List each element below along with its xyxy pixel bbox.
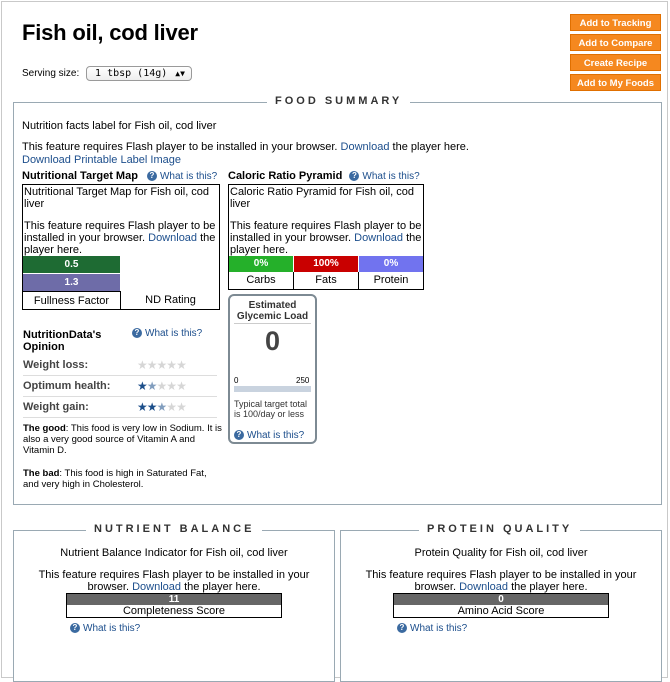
target-map-box (22, 184, 220, 310)
bad-label: The bad (23, 468, 60, 479)
add-to-tracking-button[interactable]: Add to Tracking (570, 14, 661, 31)
what-is-this-label: What is this? (247, 430, 305, 441)
nutrient-balance-desc: Nutrient Balance Indicator for Fish oil, cod liver (60, 547, 288, 559)
pyramid-title: Caloric Ratio Pyramid (228, 170, 343, 182)
serving-size-label: Serving size: (22, 68, 80, 80)
amino-acid-score-label: Amino Acid Score (457, 605, 545, 617)
protein-quality-desc: Protein Quality for Fish oil, cod liver (414, 547, 588, 559)
create-recipe-button[interactable]: Create Recipe (570, 54, 661, 71)
optimum-health-label: Optimum health: (23, 380, 111, 392)
target-map-flash (24, 220, 219, 256)
carbs-label: Carbs (229, 272, 294, 289)
protein-quality-download-link[interactable]: Download (459, 581, 509, 593)
serving-size-select[interactable] (86, 66, 192, 81)
star-icon: ★ (166, 358, 177, 372)
opinion-rows (23, 355, 217, 418)
what-is-this-label: What is this? (362, 171, 420, 182)
pyramid-flash (230, 220, 424, 256)
question-icon: ? (234, 430, 244, 440)
target-map-title: Nutritional Target Map (22, 170, 138, 182)
pyramid-box (228, 184, 424, 290)
nutrient-balance-help-link[interactable] (70, 623, 140, 634)
what-is-this-label: What is this? (145, 328, 203, 339)
nutrient-balance-flash (32, 569, 316, 593)
glycemic-scale-bar (234, 386, 311, 392)
nutrient-balance-flash-suffix: the player here. (181, 581, 261, 593)
star-icon: ★ (146, 400, 157, 414)
serving-size-value: 1 tbsp (14g) (95, 68, 168, 79)
weight-gain-label: Weight gain: (23, 401, 89, 413)
star-icon: ★ (156, 400, 167, 414)
add-to-my-foods-button[interactable]: Add to My Foods (570, 74, 661, 91)
protein-quality-panel (340, 523, 662, 682)
page (1, 1, 668, 678)
nutrient-balance-flash-text: This feature requires Flash player to be installed in your browser. (38, 569, 310, 593)
weight-loss-label: Weight loss: (23, 359, 89, 371)
star-icon: ★ (176, 358, 186, 372)
opinion-help-link[interactable] (132, 328, 202, 339)
nd-rating-bar: 1.3 (23, 274, 120, 291)
nutrient-balance-panel (13, 523, 335, 682)
what-is-this-label: What is this? (83, 623, 141, 634)
opinion-row-weight-gain (23, 397, 217, 418)
protein-quality-flash-text: This feature requires Flash player to be installed in your browser. (365, 569, 637, 593)
opinion-heading: NutritionData's Opinion (23, 329, 102, 353)
target-map-heading (22, 170, 227, 182)
question-icon: ? (397, 623, 407, 633)
star-icon: ★ (137, 379, 147, 393)
star-icon: ★ (156, 358, 167, 372)
star-icon: ★ (166, 400, 177, 414)
glycemic-load-heading: Estimated Glycemic Load (236, 300, 309, 322)
glycemic-load-card (228, 294, 317, 444)
star-icon: ★ (176, 400, 186, 414)
amino-acid-score (393, 593, 609, 618)
completeness-score-bar: 11 (67, 594, 281, 605)
serving-size (22, 66, 192, 81)
question-icon: ? (70, 623, 80, 633)
pyramid-heading (228, 170, 448, 182)
protein-quality-flash-suffix: the player here. (508, 581, 588, 593)
nutrient-balance-legend: NUTRIENT BALANCE (86, 523, 262, 535)
protein-label: Protein (373, 274, 409, 286)
star-icon: ★ (176, 379, 186, 393)
flash-notice (22, 141, 622, 167)
star-icon: ★ (156, 379, 167, 393)
star-icon: ★ (166, 379, 177, 393)
bad-text: : This food is high in Saturated Fat, and very high in Cholesterol. (23, 468, 207, 490)
target-map-help-link[interactable] (147, 171, 217, 182)
star-icon: ★ (137, 358, 147, 372)
target-map-download-link[interactable]: Download (148, 232, 198, 244)
good-text: : This food is very low in Sodium. It is also a very good source of Vitamin A and Vitamin D. (23, 423, 222, 456)
protein-quality-legend: PROTEIN QUALITY (419, 523, 580, 535)
glycemic-scale-max: 250 (296, 376, 310, 385)
target-map-flash-text: This feature requires Flash player to be installed in your browser. (24, 220, 216, 244)
weight-gain-stars (137, 397, 186, 417)
target-map-flash-suffix: the player here. (24, 232, 216, 256)
food-summary-panel (13, 95, 662, 505)
star-icon: ★ (146, 358, 157, 372)
download-printable-label-link[interactable]: Download Printable Label Image (22, 154, 181, 166)
weight-loss-stars (137, 355, 186, 375)
pyramid-desc: Caloric Ratio Pyramid for Fish oil, cod liver (230, 186, 415, 210)
star-icon: ★ (146, 379, 157, 393)
question-icon: ? (349, 171, 359, 181)
opinion-bad (23, 468, 223, 490)
optimum-health-stars (137, 376, 186, 396)
opinion-row-optimum-health (23, 376, 217, 397)
food-summary-legend: FOOD SUMMARY (267, 95, 410, 107)
glycemic-divider (234, 323, 311, 324)
good-label: The good (23, 423, 66, 434)
protein-quality-help-link[interactable] (397, 623, 467, 634)
glycemic-load-value: 0 (264, 326, 281, 356)
question-icon: ? (132, 328, 142, 338)
protein-quality-flash (359, 569, 643, 593)
question-icon: ? (147, 171, 157, 181)
completeness-score-label: Completeness Score (122, 605, 226, 617)
fullness-factor-label: Fullness Factor (22, 291, 121, 310)
opinion-row-weight-loss (23, 355, 217, 376)
nutrition-label-title: Nutrition facts label for Fish oil, cod liver (22, 120, 217, 132)
fullness-bar: 0.5 (23, 256, 120, 273)
nd-rating-label: ND Rating (145, 294, 196, 306)
pyramid-help-link[interactable] (349, 171, 419, 182)
flash-notice-text: This feature requires Flash player to be installed in your browser. (22, 141, 341, 153)
star-icon: ★ (137, 400, 147, 414)
carbs-bar: 0% (229, 256, 293, 272)
fats-bar: 100% (294, 256, 358, 272)
nutrient-balance-download-link[interactable]: Download (132, 581, 182, 593)
page-title: Fish oil, cod liver (22, 20, 198, 45)
pyramid-flash-text: This feature requires Flash player to be installed in your browser. (230, 220, 422, 244)
download-player-link[interactable]: Download (340, 141, 390, 153)
opinion-good (23, 423, 223, 456)
pyramid-download-link[interactable]: Download (354, 232, 404, 244)
what-is-this-label: What is this? (410, 623, 468, 634)
fats-label: Fats (294, 272, 359, 289)
target-map-desc: Nutritional Target Map for Fish oil, cod liver (24, 186, 210, 210)
glycemic-scale-min: 0 (234, 376, 239, 385)
glycemic-note: Typical target total is 100/day or less (234, 399, 308, 419)
what-is-this-label: What is this? (159, 171, 218, 182)
glycemic-help-link[interactable] (234, 430, 304, 441)
protein-bar: 0% (359, 256, 423, 272)
action-buttons (570, 14, 661, 94)
pyramid-flash-suffix: the player here. (230, 232, 422, 256)
add-to-compare-button[interactable]: Add to Compare (570, 34, 661, 51)
amino-acid-score-bar: 0 (394, 594, 608, 605)
select-arrows-icon: ▲▼ (175, 69, 185, 78)
flash-notice-suffix: the player here. (389, 141, 469, 153)
completeness-score (66, 593, 282, 618)
